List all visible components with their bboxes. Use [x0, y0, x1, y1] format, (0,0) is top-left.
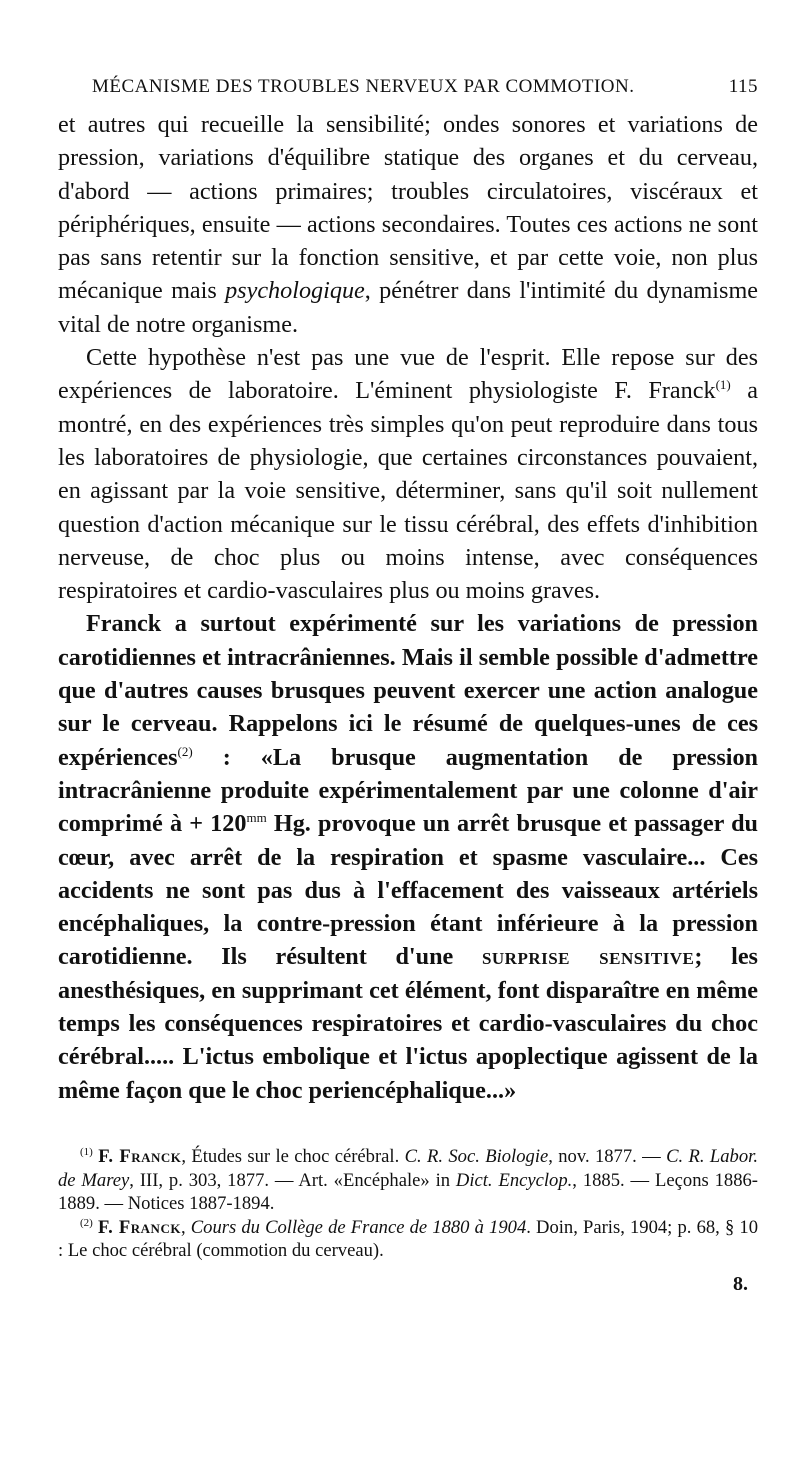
footnote-2-author: F. Franck	[97, 1216, 181, 1238]
footnote-1-mark: (1)	[80, 1145, 93, 1158]
running-head	[58, 70, 758, 106]
footnote-2-mark: (2)	[80, 1216, 93, 1229]
footnote-2-text-a: ,	[180, 1216, 191, 1238]
paragraph-3-smallcaps: surprise sensitive	[481, 943, 695, 971]
paragraph-1-italic: psychologique	[225, 277, 365, 305]
signature-mark: 8.	[733, 1272, 748, 1295]
footnote-2-text-b: . Doin, Paris, 1904; p. 68, § 10 : Le choc cérébral (commotion du cerveau).	[58, 1216, 758, 1262]
paragraph-3-text-b: : «La brusque augmentation de pression intracrânienne produite expérimentalement par une colonne d'air comprimé à + 120	[58, 743, 758, 838]
paragraph-3-text-c: Hg. provoque un arrêt brusque et passager du cœur, avec arrêt de la respiration et spasme vasculaire... Ces accidents ne sont pas dus à l'effacement des vaisseaux artériels encéphaliques, la contre-pression étant inférieure à la pression carotidienne. Ils résultent d'une	[58, 810, 758, 971]
paragraph-2-text-a: Cette hypothèse n'est pas une vue de l'esprit. Elle repose sur des expériences de laboratoire. L'éminent physiologiste F. Franck	[58, 344, 758, 405]
paragraph-3-text-d: ; les anesthésiques, en supprimant cet élément, font disparaître en même temps les conséquences respiratoires et cardio-vasculaires du choc cérébral..... L'ictus embolique et l'ictus apoplectique agissent de la même façon que le choc periencéphalique...»	[58, 943, 758, 1104]
paragraph-3	[58, 607, 758, 1106]
footnote-ref-2: (2)	[177, 743, 193, 759]
footnote-1-italic-1: C. R. Soc. Biologie	[404, 1145, 549, 1167]
footnote-1-text-d: , 1885. — Leçons 1886-1889. — Notices 1887-1894.	[58, 1169, 758, 1215]
running-title: MÉCANISME DES TROUBLES NERVEUX PAR COMMOTION.	[92, 76, 635, 97]
footnote-1-italic-3: Dict. Encyclop.	[455, 1169, 573, 1191]
body-text	[58, 108, 758, 1107]
footnote-1	[58, 1145, 758, 1216]
footnote-1-author: F. Franck	[98, 1145, 182, 1167]
book-page	[58, 70, 758, 1296]
footnotes	[58, 1145, 758, 1263]
paragraph-1-end: , pénétrer dans l'intimité du dynamisme vital de notre organisme.	[58, 277, 758, 338]
footnote-1-text-c: , III, p. 303, 1877. — Art. «Encéphale» in	[129, 1169, 456, 1191]
paragraph-2	[58, 341, 758, 607]
page-number: 115	[728, 76, 758, 97]
unit-superscript: mm	[246, 810, 267, 826]
footnote-1-text-b: , nov. 1877. —	[548, 1145, 667, 1167]
footnote-1-italic-2: C. R. Labor. de Marey	[58, 1145, 758, 1191]
paragraph-2-text-b: a montré, en des expériences très simples qu'on peut reproduire dans tous les laboratoires de physiologie, que certaines circonstances pouvaient, en agissant par la voie sensitive, déterminer, sans qu'il soit nullement question d'action mécanique sur le tissu cérébral, des effets d'inhibition nerveuse, de choc plus ou moins intense, avec conséquences respiratoires et cardio-vasculaires plus ou moins graves.	[58, 377, 758, 605]
paragraph-1-text: et autres qui recueille la sensibilité; ondes sonores et variations de pression, variations d'équilibre statique des organes et du cerveau, d'abord — actions primaires; troubles circulatoires, viscéraux et périphériques, ensuite — actions secondaires. Toutes ces actions ne sont pas sans retentir sur la fonction sensitive, et par cette voie, non plus mécanique mais	[58, 111, 758, 305]
footnote-2	[58, 1216, 758, 1263]
footnote-2-italic: Cours du Collège de France de 1880 à 1904	[190, 1216, 527, 1238]
footnote-ref-1: (1)	[715, 377, 731, 393]
paragraph-3-text-a: Franck a surtout expérimenté sur les variations de pression carotidiennes et intracrâniennes. Mais il semble possible d'admettre que d'autres causes brusques peuvent exercer une action analogue sur le cerveau. Rappelons ici le résumé de quelques-unes de ces expériences	[58, 610, 758, 771]
footnote-1-text-a: , Études sur le choc cérébral.	[181, 1145, 405, 1167]
paragraph-1	[58, 108, 758, 341]
